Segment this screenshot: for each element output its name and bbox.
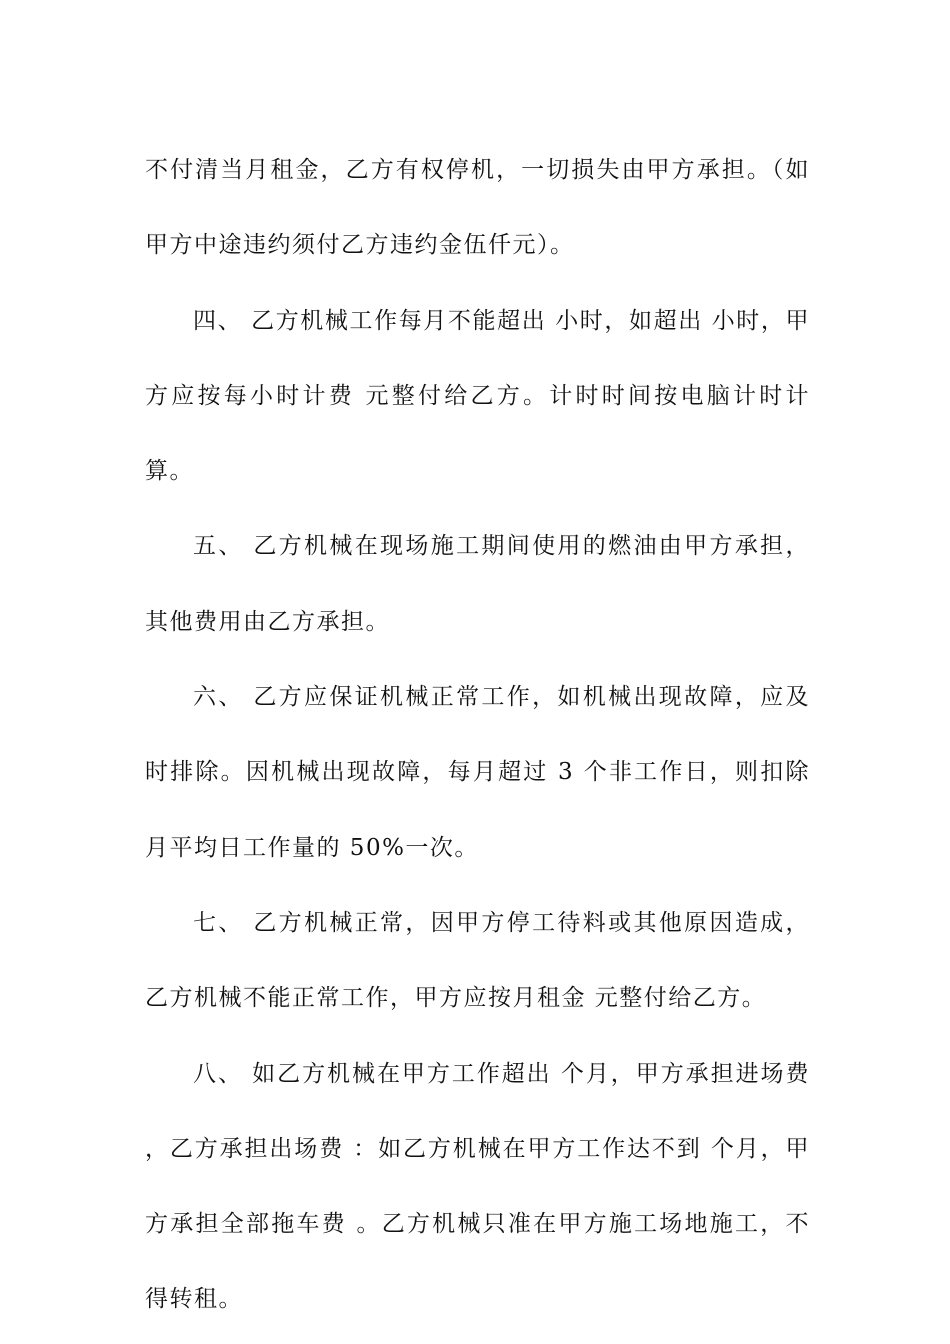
paragraph-clause-6: 六、 乙方应保证机械正常工作，如机械出现故障，应及时排除。因机械出现故障，每月超过 3 个非工作日，则扣除月平均日工作量的 50%一次。	[145, 684, 810, 861]
paragraph-clause-5: 五、 乙方机械在现场施工期间使用的燃油由甲方承担，其他费用由乙方承担。	[145, 533, 810, 635]
paragraph-clause-7: 七、 乙方机械正常，因甲方停工待料或其他原因造成，乙方机械不能正常工作，甲方应按月租金 元整付给乙方。	[145, 909, 810, 1012]
paragraph-continued: 不付清当月租金，乙方有权停机，一切损失由甲方承担。（如甲方中途违约须付乙方违约金伍仟元）。	[145, 157, 810, 259]
paragraph-clause-8: 八、 如乙方机械在甲方工作超出 个月，甲方承担进场费 ，乙方承担出场费 ：如乙方机械在甲方工作达不到 个月，甲方承担全部拖车费 。乙方机械只准在甲方施工场地施工，不得转租。	[145, 1060, 810, 1313]
paragraph-clause-4: 四、 乙方机械工作每月不能超出 小时，如超出 小时，甲方应按每小时计费 元整付给乙方。计时时间按电脑计时计算。	[145, 307, 810, 485]
contract-text	[145, 133, 810, 1338]
